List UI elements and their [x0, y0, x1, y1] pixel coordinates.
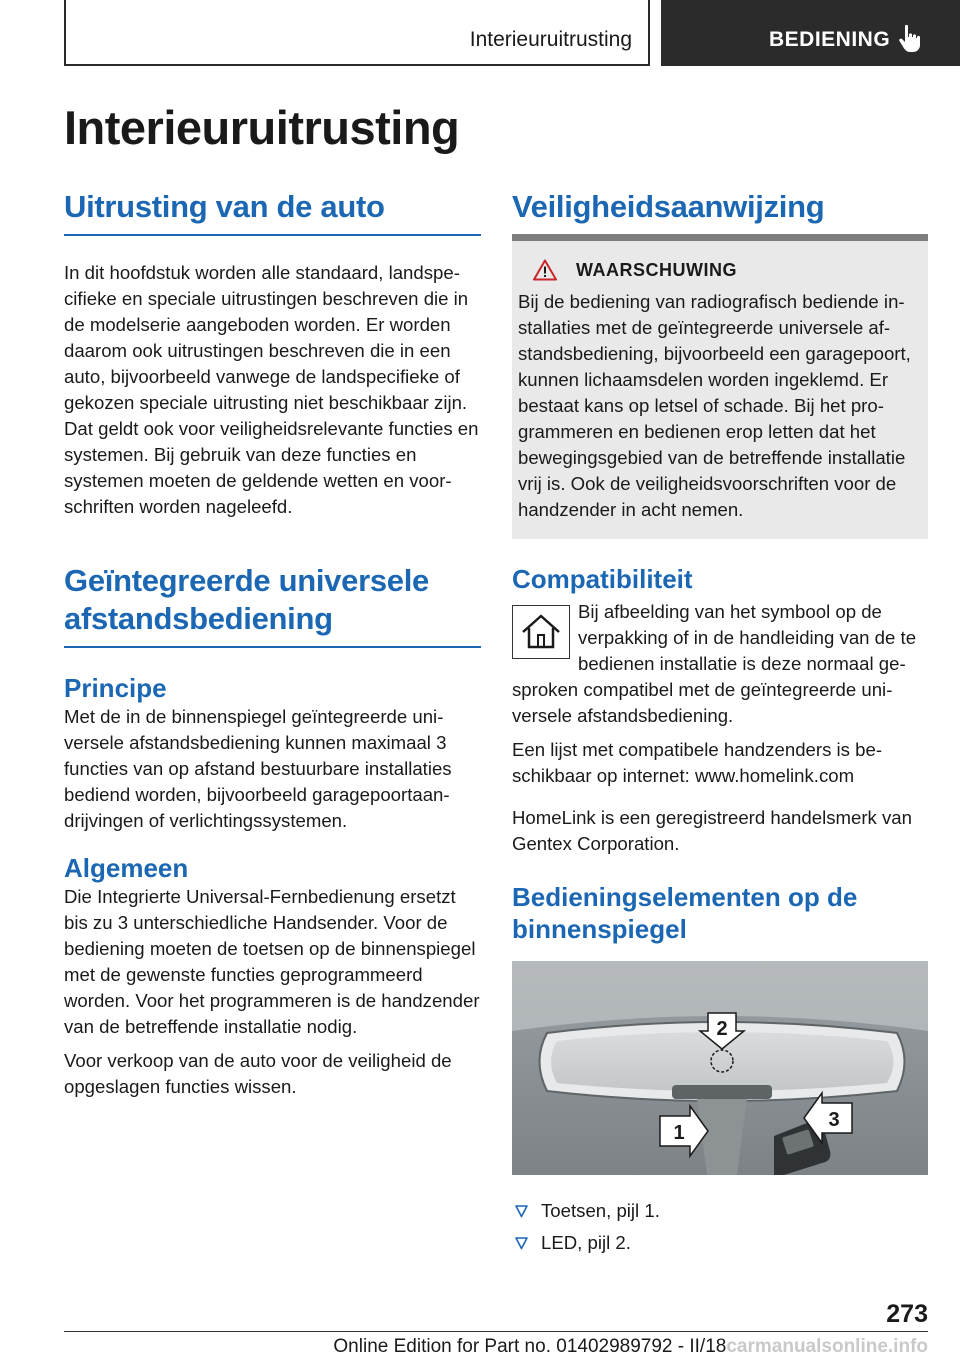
bullet-text-2: LED, pijl 2. — [541, 1232, 631, 1253]
algemeen-text-1: Die Integrierte Universal-Fernbedienung ersetzt bis zu 3 unterschiedliche Handsender. Voor de bediening moeten de toetsen op de binnenspiegel met de gewenste functies geprogrammeerd worden. Voor het programmeren is de handzender van de betreffende installatie nodig. — [64, 886, 480, 1037]
warning-triangle-icon — [533, 259, 557, 281]
equipment-text: In dit hoofdstuk worden alle standaard, landspecifieke en speciale uitrustingen beschreven die in de modelserie aangeboden worden. Er worden daarom ook uitrustingen beschreven die in een auto, bijvoorbeeld vanwege de landspecifieke of gekozen speciale uitrusting niet beschikbaar zijn. Dat geldt ook voor veiligheidsrelevante functies en systemen. Bij gebruik van deze functies en systemen moeten de geldende wetten en voorschriften worden nageleefd. — [64, 262, 479, 517]
principe-text: Met de in de binnenspiegel geïntegreerde universele afstandsbediening kunnen maximaal 3 functies van op afstand bestuurbare installaties bediend worden, bijvoorbeeld garagepoortaandrijvingen of verlichtingssystemen. — [64, 706, 452, 831]
warning-bar — [512, 234, 928, 241]
watermark-text: carmanualsonline.info — [726, 1336, 928, 1357]
right-column — [512, 188, 928, 1259]
edition-text: Online Edition for Part no. 01402989792 - II/18 — [333, 1336, 727, 1357]
header-section-title: Interieuruitrusting — [469, 28, 632, 51]
warning-header — [518, 255, 920, 285]
list-item — [512, 1195, 928, 1227]
header-chapter-box — [661, 0, 960, 66]
subtitle-principe: Principe — [64, 673, 167, 703]
page-number: 273 — [886, 1300, 928, 1328]
footer-edition — [333, 1336, 928, 1358]
subtitle-algemeen: Algemeen — [64, 853, 189, 883]
left-column — [64, 188, 481, 1100]
section-title-safety: Veiligheidsaanwijzing — [512, 189, 825, 224]
footer-divider — [64, 1331, 928, 1332]
section-title-equipment: Uitrusting van de auto — [64, 188, 481, 236]
subtitle-controls: Bedieningselementen op de binnenspiegel — [512, 882, 858, 944]
page-title: Interieuruitrusting — [64, 101, 460, 154]
figure-label-3: 3 — [828, 1109, 840, 1131]
warning-text: Bij de bediening van radiografisch bediende installaties met de geïntegreerde universele afstandsbediening, bijvoorbeeld een garagepoort, kunnen lichaamsdelen worden ingeklemd. Er bestaat kans op letsel of schade. Bij het programmeren en bedienen erop letten dat het bewegingsgebied van de betreffende installatie vrij is. Ook de veiligheidsvoorschriften voor de handzender in acht nemen. — [518, 291, 911, 520]
figure-label-2: 2 — [716, 1018, 728, 1040]
triangle-bullet-icon — [515, 1205, 528, 1218]
figure-label-1: 1 — [673, 1122, 685, 1144]
compatibility-text: Bij afbeelding van het symbool op de verpakking of in de handleiding van de te bedienen installatie is deze normaal gesproken compatibel met de geïntegreerde universele afstandsbediening. — [512, 601, 917, 726]
warning-box — [512, 241, 928, 539]
compatibility-text-2: Een lijst met compatibele handzenders is beschikbaar op internet: www.homelink.com — [512, 739, 883, 786]
bullet-text-1: Toetsen, pijl 1. — [541, 1200, 660, 1221]
pointing-hand-icon — [898, 24, 924, 54]
homelink-symbol-icon — [512, 605, 570, 659]
header-section-box — [64, 0, 650, 66]
subtitle-compatibility: Compatibiliteit — [512, 564, 693, 594]
warning-label: WAARSCHUWING — [576, 259, 737, 280]
header-chapter-title: BEDIENING — [769, 28, 891, 51]
compatibility-text-3: HomeLink is een geregistreerd handelsmerk van Gentex Corporation. — [512, 807, 912, 854]
rearview-mirror-figure — [512, 961, 928, 1175]
triangle-bullet-icon — [515, 1237, 528, 1250]
algemeen-text-2: Voor verkoop van de auto voor de veiligheid de opgeslagen functies wissen. — [64, 1050, 452, 1097]
section-title-remote: Geïntegreerde universele afstandsbediening — [64, 562, 481, 648]
list-item — [512, 1227, 928, 1259]
